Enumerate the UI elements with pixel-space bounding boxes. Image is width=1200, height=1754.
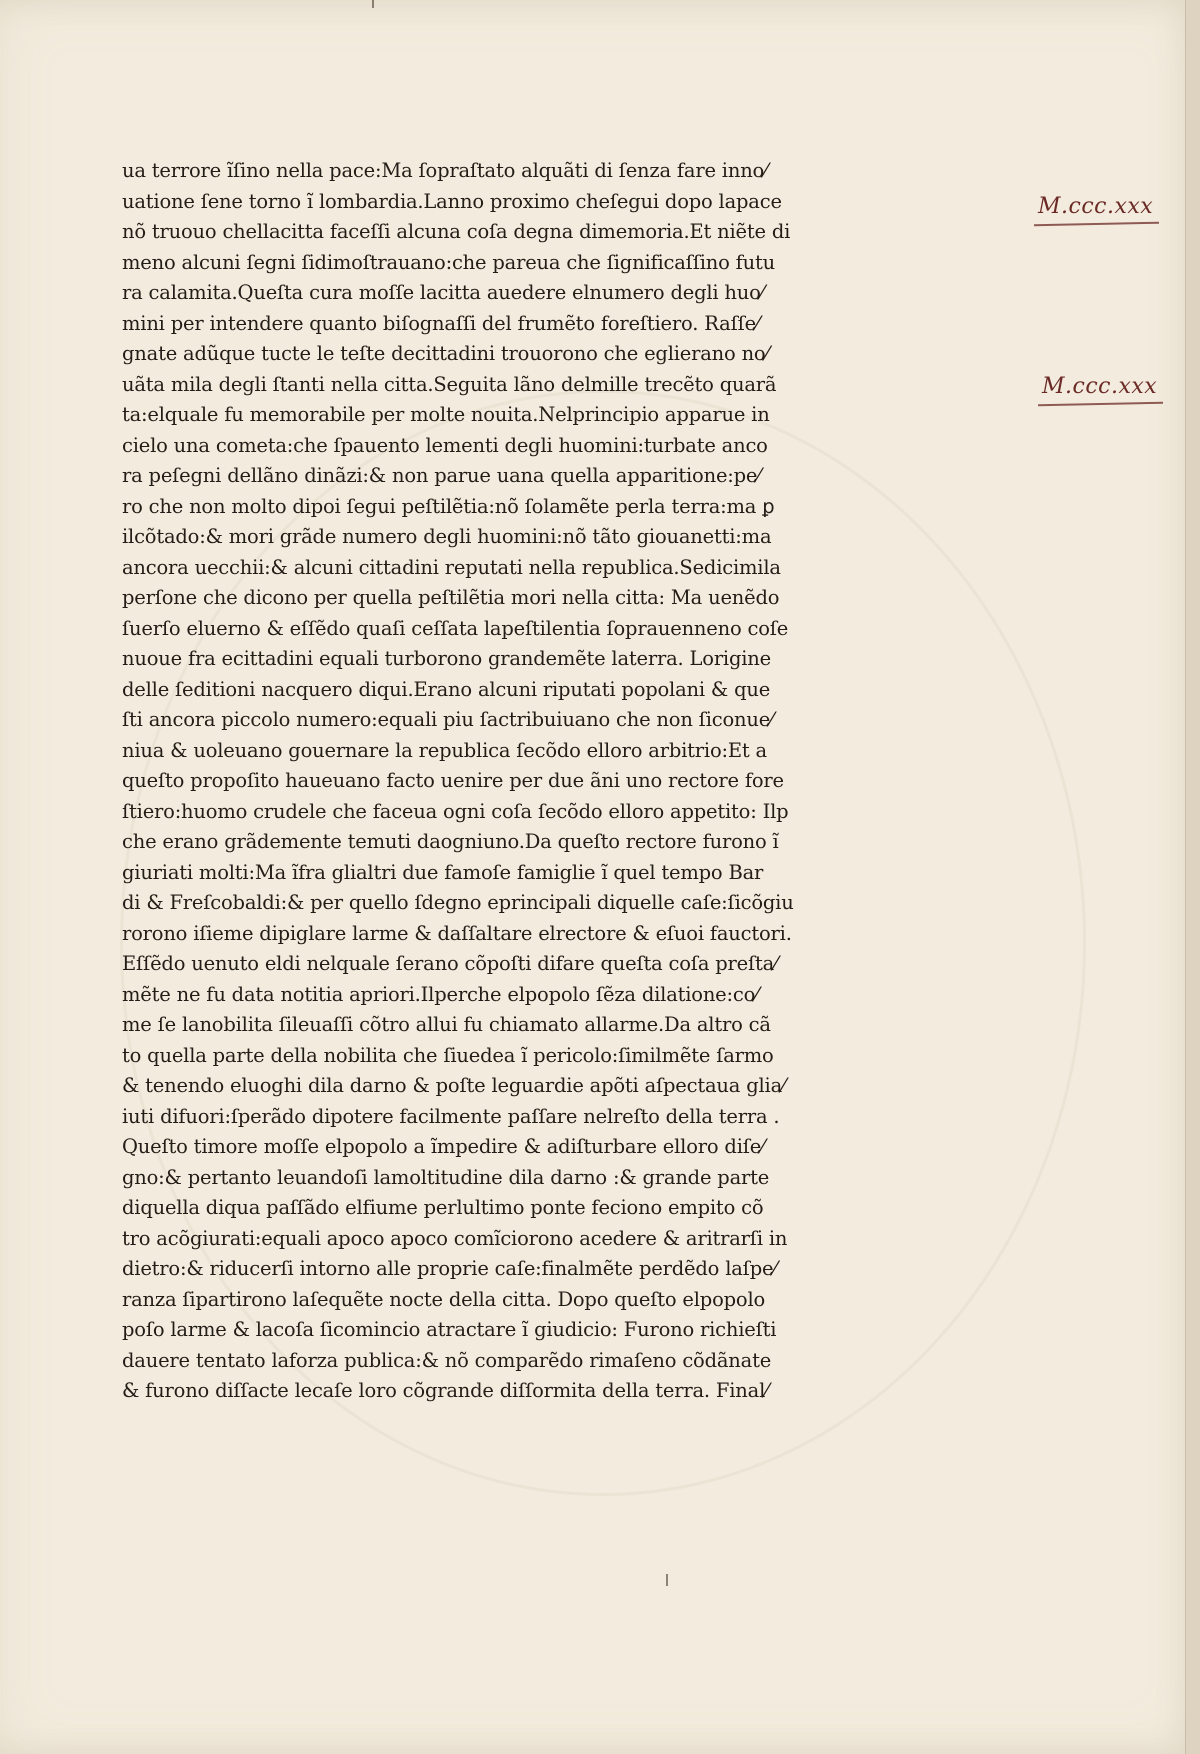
ink-speck [372, 0, 374, 8]
text-line: ra calamita.Queſta cura moſſe lacitta auedere elnumero degli huo⁄ [122, 281, 764, 304]
text-line: mini per intendere quanto biſognaſſi del frumẽto foreſtiero. Raſſe⁄ [122, 311, 760, 335]
text-line: nuoue fra ecittadini equali turborono grandemẽte laterra. Lorigine [122, 647, 771, 670]
text-line: Queſto timore moſſe elpopolo a ĩmpedire & adiſturbare elloro diſe⁄ [122, 1135, 765, 1158]
text-line: iuti difuori:ſperãdo dipotere facilmente paſſare nelreſto della terra . [122, 1104, 780, 1128]
text-line: diquella diqua paſſãdo elfiume perlultimo ponte feciono empito cõ [122, 1196, 764, 1219]
text-line: gno:& pertanto leuandoſi lamoltitudine dila darno :& grande parte [122, 1165, 770, 1189]
text-line: delle ſeditioni nacquero diqui.Erano alcuni riputati popolani & que [122, 677, 771, 701]
marginal-date-note: M.ccc.xxx [1042, 374, 1158, 399]
text-line: che erano grãdemente temuti daogniuno.Da queſto rectore furono ĩ [122, 830, 779, 853]
text-line: ranza ſipartirono laſequẽte nocte della citta. Dopo queſto elpopolo [122, 1287, 766, 1311]
text-line: mẽte ne fu data notitia apriori.Ilperche elpopolo ſẽza dilatione:co⁄ [122, 982, 759, 1006]
text-line: to quella parte della nobilita che ſiuedea ĩ pericolo:ſimilmẽte ſarmo [122, 1043, 774, 1067]
text-line: ſuerſo eluerno & eſſẽdo quaſi ceſſata lapeſtilentia ſoprauenneno coſe [122, 616, 789, 640]
text-line: & furono diſſacte lecaſe loro cõgrande diſſormita della terra. Final⁄ [122, 1379, 769, 1402]
text-line: gnate adũque tucte le teſte decittadini trouorono che eglierano no⁄ [122, 342, 769, 365]
marginal-date-note: M.ccc.xxx [1038, 194, 1154, 219]
text-line: uãta mila degli ſtanti nella citta.Seguita lãno delmille trecẽto quarã [122, 372, 777, 396]
text-line: ua terrore ĩſino nella pace:Ma ſopraſtato alquãti di ſenza fare inno⁄ [122, 159, 768, 182]
text-line: tro acõgiurati:equali apoco apoco comĩciorono acedere & aritrarſi in [122, 1226, 788, 1250]
text-line: ilcõtado:& mori grãde numero degli huomini:nõ tãto giouanetti:ma [122, 525, 772, 548]
text-line: dauere tentato laforza publica:& nõ comparẽdo rimaſeno cõdãnate [122, 1348, 772, 1372]
text-line: queſto propoſito haueuano facto uenire per due ãni uno rectore fore [122, 769, 784, 792]
text-line: giuriati molti:Ma ĩfra glialtri due famoſe famiglie ĩ quel tempo Bar [122, 860, 764, 884]
text-line: ancora uecchii:& alcuni cittadini reputati nella republica.Sedicimila [122, 555, 781, 579]
text-line: meno alcuni ſegni ſidimoſtrauano:che pareua che ſignificaſſino futu [122, 250, 776, 274]
text-line: perſone che dicono per quella peſtilẽtia mori nella citta: Ma uenẽdo [122, 586, 780, 609]
text-line: ta:elquale fu memorabile per molte nouita.Nelprincipio apparue in [122, 403, 770, 426]
text-line: nõ truouo chellacitta faceſſi alcuna coſa degna dimemoria.Et niẽte di [122, 220, 791, 243]
text-line: niua & uoleuano gouernare la republica ſecõdo elloro arbitrio:Et a [122, 738, 767, 762]
text-line: ſtiero:huomo crudele che faceua ogni coſa ſecõdo elloro appetito: Ilp [122, 799, 789, 823]
text-line: ro che non molto dipoi ſegui peſtilẽtia:nõ ſolamẽte perla terra:ma ꝑ [122, 494, 775, 518]
text-line: me ſe lanobilita ſileuaſſi cõtro allui fu chiamato allarme.Da altro cã [122, 1013, 771, 1036]
ink-speck [666, 1574, 668, 1586]
text-line: cielo una cometa:che ſpauento lementi degli huomini:turbate anco [122, 433, 768, 457]
text-line: uatione ſene torno ĩ lombardia.Lanno proximo cheſegui dopo lapace [122, 189, 782, 213]
body-text [122, 156, 852, 1407]
text-line: dietro:& riducerſi intorno alle proprie caſe:finalmẽte perdẽdo laſpe⁄ [122, 1257, 777, 1280]
text-line: ſti ancora piccolo numero:equali piu ſactribuiuano che non ſiconue⁄ [122, 708, 774, 731]
text-line: rorono iſieme dipiglare larme & daſſaltare elrectore & eſuoi fauctori. [122, 921, 792, 945]
text-line: Eſſẽdo uenuto eldi nelquale ſerano cõpoſti difare queſta coſa preſta⁄ [122, 952, 778, 975]
text-line: poſo larme & lacoſa ſicomincio atractare ĩ giudicio: Furono richieſti [122, 1318, 777, 1341]
text-line: ra peſegni dellãno dinãzi:& non parue uana quella apparitione:pe⁄ [122, 464, 761, 487]
text-line: & tenendo eluoghi dila darno & poſte leguardie apõti aſpectaua glia⁄ [122, 1074, 786, 1097]
text-line: di & Freſcobaldi:& per quello ſdegno eprincipali diquelle caſe:ſicõgiu [122, 891, 794, 914]
